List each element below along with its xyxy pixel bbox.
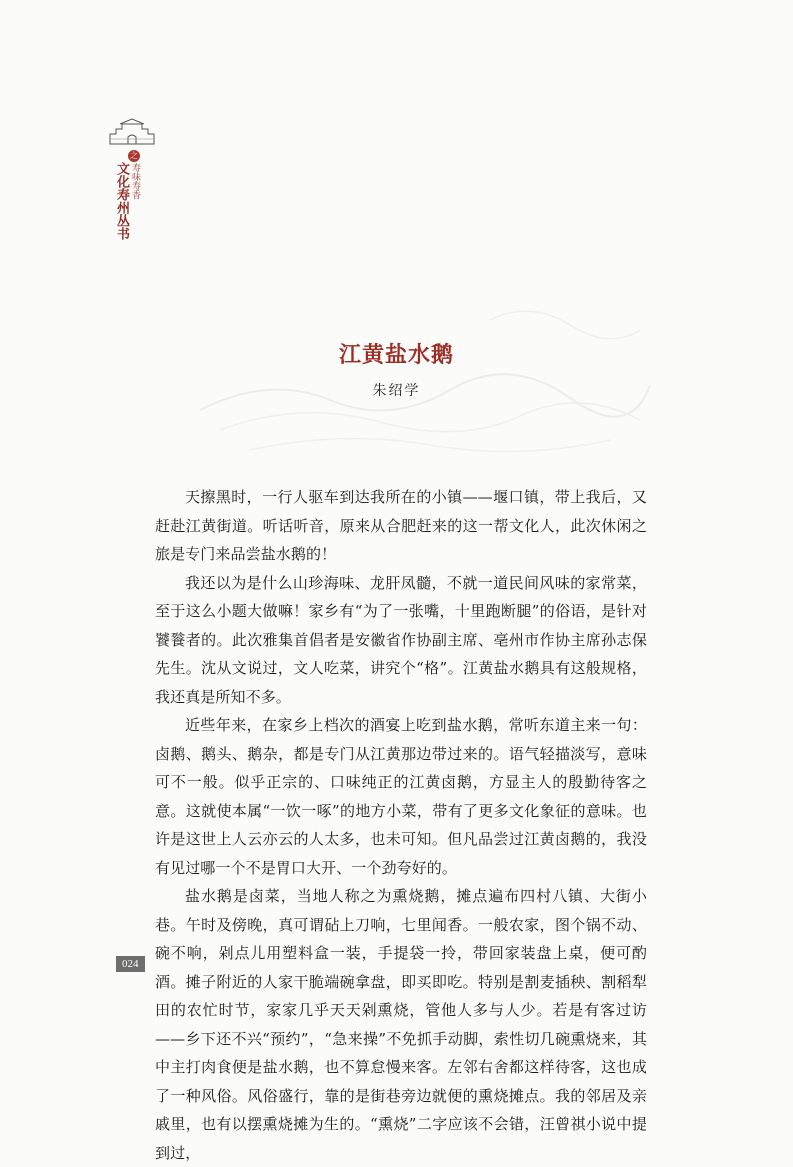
volume-title: 寿味寿香 xyxy=(130,163,140,199)
paragraph: 我还以为是什么山珍海味、龙肝凤髓，不就一道民间风味的家常菜，至于这么小题大做嘛！家乡有“为了一张嘴，十里跑断腿”的俗语，是针对饕餮者的。此次雅集首倡者是安徽省作协副主席、亳州市作协主席孙志保先生。沈从文说过，文人吃菜，讲究个“格”。江黄盐水鹅具有这般规格，我还真是所知不多。 xyxy=(155,573,647,706)
paragraph: 近些年来，在家乡上档次的酒宴上吃到盐水鹅，常听东道主来一句：卤鹅、鹅头、鹅杂，都是专门从江黄那边带过来的。语气轻描淡写，意味可不一般。似乎正宗的、口味纯正的江黄卤鹅，方显主人的殷勤待客之意。这就使本属“一饮一啄”的地方小菜，带有了更多文化象征的意味。也许是这世上人云亦云的人太多，也未可知。但凡品尝过江黄卤鹅的，我没有见过哪一个不是胃口大开、一个劲夸好的。 xyxy=(155,716,647,877)
page-number: 024 xyxy=(116,956,145,972)
article-body xyxy=(155,483,647,1167)
paragraph: 天擦黑时，一行人驱车到达我所在的小镇——堰口镇，带上我后，又赶赴江黄街道。听话听音，原来从合肥赶来的这一帮文化人，此次休闲之旅是专门来品尝盐水鹅的！ xyxy=(155,488,647,563)
author-name: 朱绍学 xyxy=(372,383,421,399)
city-gate-icon xyxy=(108,118,156,146)
series-mark xyxy=(108,118,158,248)
series-seal: 之 xyxy=(130,151,138,160)
article-title: 江黄盐水鹅 xyxy=(338,342,454,368)
paragraph: 盐水鹅是卤菜，当地人称之为熏烧鹅，摊点遍布四村八镇、大街小巷。午时及傍晚，真可谓砧上刀响，七里闻香。一般农家，图个锅不动、碗不响，剁点儿用塑料盒一装，手提袋一拎，带回家装盘上桌，便可酌酒。摊子附近的人家干脆端碗拿盘，即买即吃。特别是割麦插秧、割稻犁田的农忙时节，家家几乎天天剁熏烧，管他人多与人少。若是有客过访——乡下还不兴“预约”，“急来操”不免抓手动脚，索性切几碗熏烧来，其中主打肉食便是盐水鹅，也不算怠慢来客。左邻右舍都这样待客，这也成了一种风俗。风俗盛行，靠的是街巷旁边就便的熏烧摊点。我的邻居及亲戚里，也有以摆熏烧摊为生的。“熏烧”二字应该不会错，汪曾祺小说中提到过， xyxy=(155,887,647,1162)
landscape-backdrop-icon xyxy=(190,280,660,470)
series-title: 文化寿州丛书 xyxy=(114,162,129,240)
